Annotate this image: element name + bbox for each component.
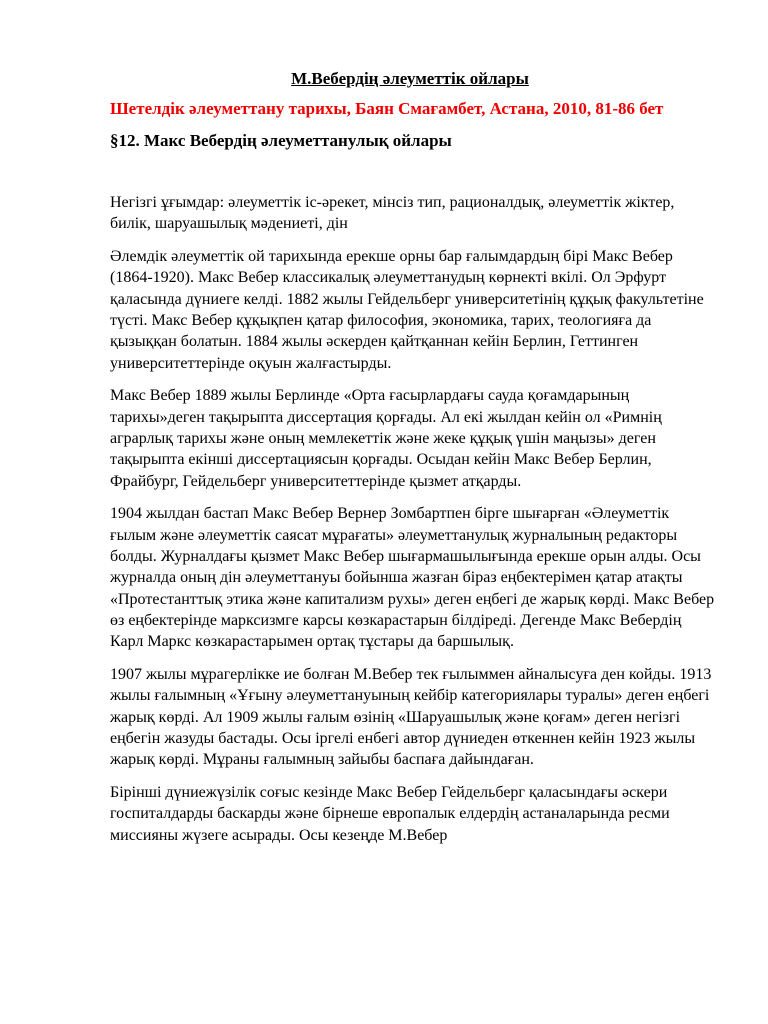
paragraph: Бірінші дүниежүзілік соғыс кезінде Макс Вебер Гейдельберг қаласындағы әскери госпиталдарды баскарды және бірнеше европалык елдердің астаналарында ресми миссияны жүзеге асырады. Осы кезеңде М.Вебер bbox=[110, 783, 670, 844]
paragraph: 1907 жылы мұрагерлікке ие болған М.Вебер тек ғылыммен айналысуға ден койды. 1913 жылы ғалымның «Ұғыну әлеуметтануының кейбір категориялары туралы» деген еңбегі жарық көрді. Ал 1909 жылы ғалым өзінің «Шаруашылық және қоғам» деген негізгі еңбегін жазуды бастады. Осы іргелі енбегі автор дүниеден өткеннен кейін 1923 жылы жарық көрді. Мұраны ғалымның зайыбы баспаға дайындаған. bbox=[110, 665, 712, 769]
paragraph-key-concepts: Негізгі ұғымдар: әлеуметтік іс-әрекет, мінсіз тип, рационалдық, әлеуметтік жіктер, билік, шаруашылық мәдениеті, дін bbox=[110, 194, 675, 233]
document-body bbox=[110, 192, 716, 857]
paragraph: 1904 жылдан бастап Макс Вебер Вернер Зомбартпен бірге шығарған «Әлеуметтік ғылым және әлеуметтік саясат мұрағаты» әлеуметтанулық журналының редакторы болды. Журналдағы қызмет Макс Вебер шығармашылығында ерекше орын алды. Осы журналда оның дін әлеуметтануы бойынша жазған біраз еңбектерімен қатар атақты «Протестанттық этика және капитализм рухы» деген еңбегі де жарық көрді. Макс Вебер өз еңбектерінде марксизмге карсы көзкарастарын білдіреді. Дегенде Макс Вебердің Карл Маркс көзкарастарымен ортақ тұстары да баршылық. bbox=[110, 505, 715, 651]
paragraph: Макс Вебер 1889 жылы Берлинде «Орта ғасырлардағы сауда қоғамдарының тарихы»деген тақырыпта диссертация қорғады. Ал екі жылдан кейін ол «Римнің аграрлық тарихы және оның мемлекеттік және жеке құқық үшін маңызы» деген тақырыпта екінші диссертациясын қорғады. Осыдан кейін Макс Вебер Берлин, Фрайбург, Гейдельберг университеттерінде қызмет атқарды. bbox=[110, 387, 662, 490]
section-heading: §12. Макс Вебердің әлеуметтанулық ойлары bbox=[110, 131, 452, 150]
source-citation: Шетелдік әлеуметтану тарихы, Баян Смағамбет, Астана, 2010, 81-86 бет bbox=[110, 99, 664, 118]
document-title: М.Вебердің әлеуметтік ойлары bbox=[291, 69, 529, 88]
paragraph: Әлемдік әлеуметтік ой тарихында ерекше орны бар ғалымдардың бірі Макс Вебер (1864-1920). Макс Вебер классикалық әлеуметтанудың көрнекті вкілі. Ол Эрфурт қаласында дүниеге келді. 1882 жылы Гейдельберг университетінің құқық факультетіне түсті. Макс Вебер құқықпен қатар философия, экономика, тарих, теологияға да қызыққан болатын. 1884 жылы әскерден қайтқаннан кейін Берлин, Геттинген университеттерінде оқуын жалғастырды. bbox=[110, 248, 704, 372]
